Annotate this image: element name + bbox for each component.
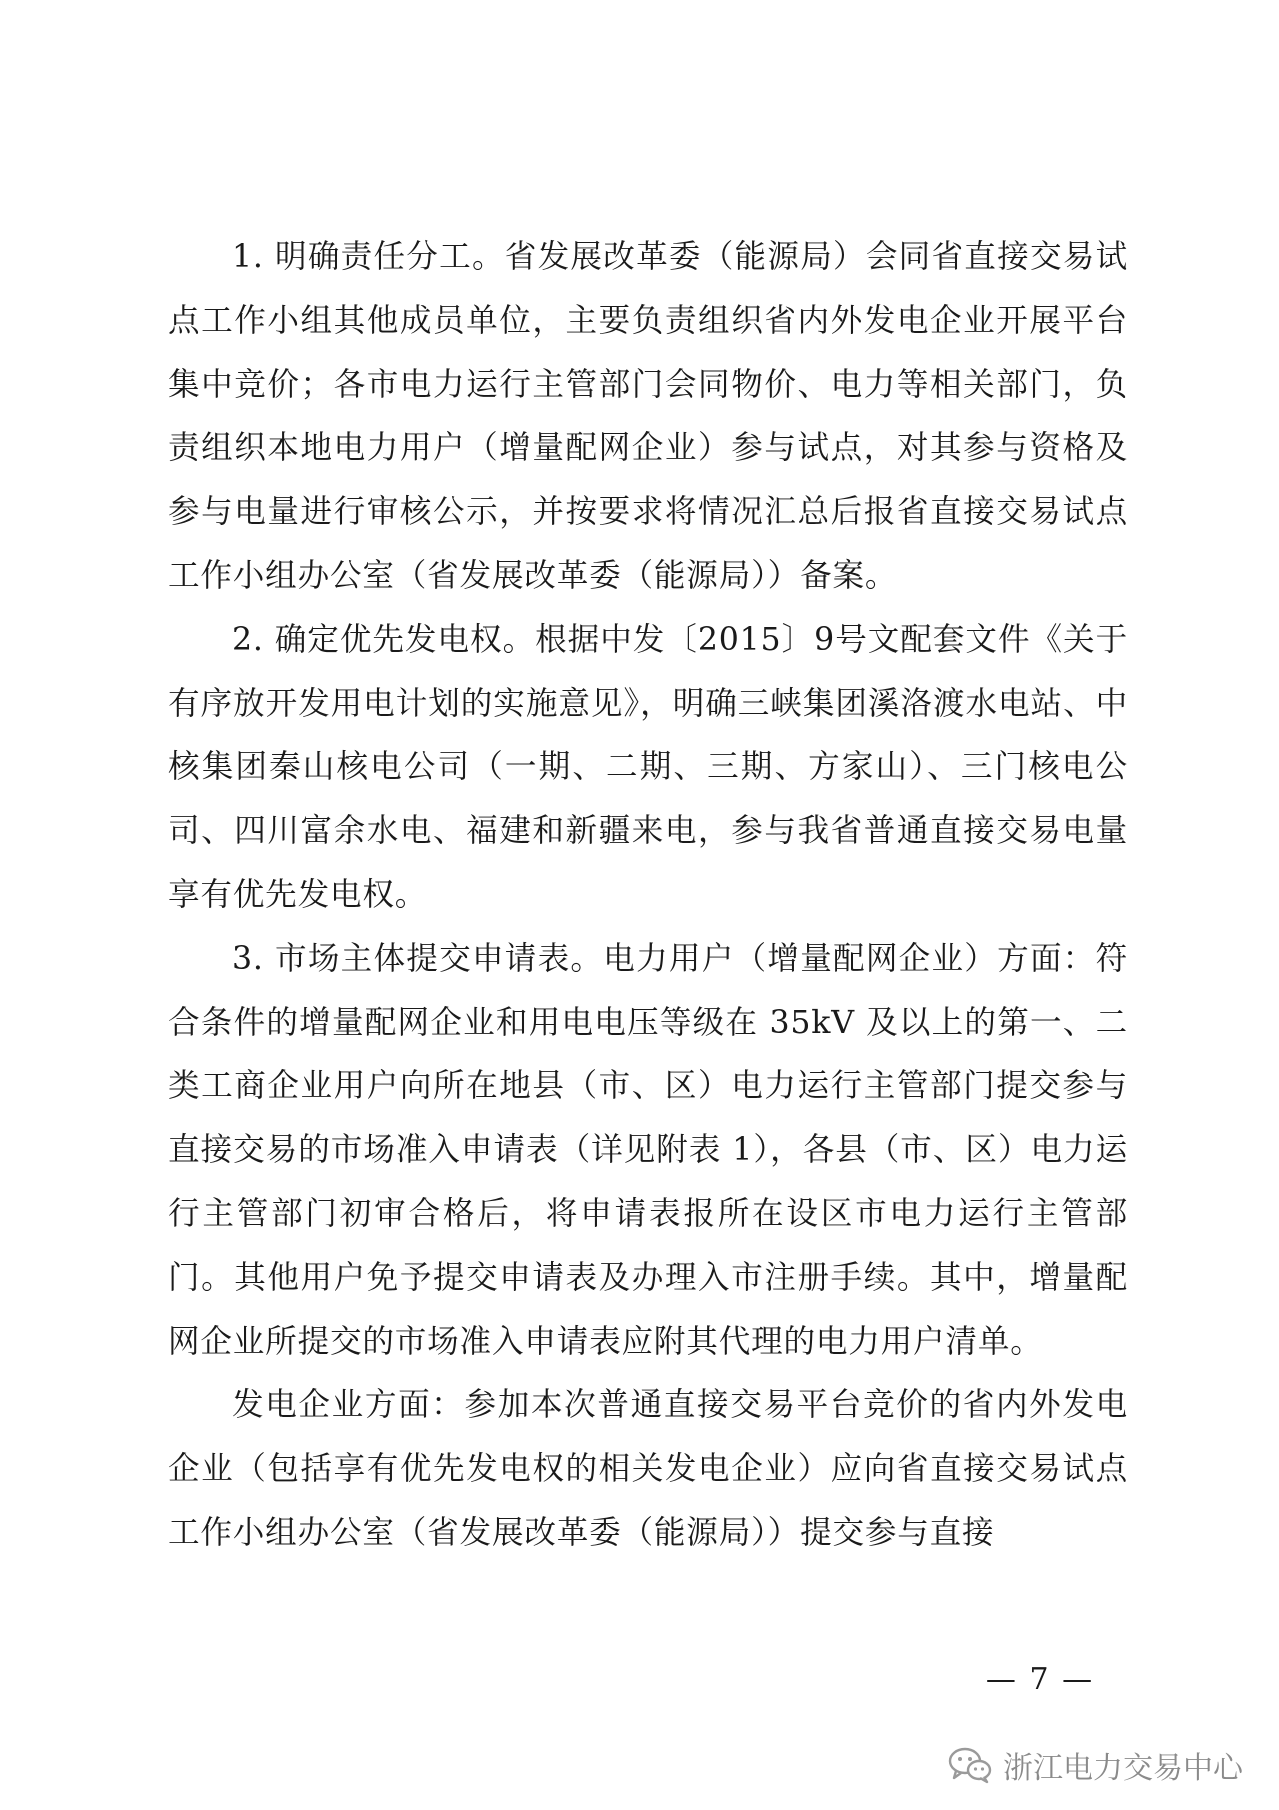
wechat-icon xyxy=(947,1745,993,1785)
paragraph-responsibility: 1. 明确责任分工。省发展改革委（能源局）会同省直接交易试点工作小组其他成员单位，主要负责组织省内外发电企业开展平台集中竞价；各市电力运行主管部门会同物价、电力等相关部门，负责组织本地电力用户（增量配网企业）参与试点，对其参与资格及参与电量进行审核公示，并按要求将情况汇总后报省直接交易试点工作小组办公室（省发展改革委（能源局））备案。 xyxy=(168,239,1128,594)
paragraph-application-form: 3. 市场主体提交申请表。电力用户（增量配网企业）方面：符合条件的增量配网企业和用电电压等级在 35kV 及以上的第一、二类工商企业用户向所在地县（市、区）电力运行主管部门提交参与直接交易的市场准入申请表（详见附表 1），各县（市、区）电力运行主管部门初审合格后，将申请表报所在设区市电力运行主管部门。其他用户免予提交申请表及办理入市注册手续。其中，增量配网企业所提交的市场准入申请表应附其代理的电力用户清单。 xyxy=(168,940,1128,1360)
watermark-text: 浙江电力交易中心 xyxy=(1003,1751,1243,1786)
paragraph-generation-enterprises: 发电企业方面：参加本次普通直接交易平台竞价的省内外发电企业（包括享有优先发电权的相关发电企业）应向省直接交易试点工作小组办公室（省发展改革委（能源局））提交参与直接 xyxy=(168,1387,1128,1551)
paragraph-priority-generation: 2. 确定优先发电权。根据中发〔2015〕9号文配套文件《关于有序放开发用电计划的实施意见》，明确三峡集团溪洛渡水电站、中核集团秦山核电公司（一期、二期、三期、方家山）、三门核电公司、四川富余水电、福建和新疆来电，参与我省普通直接交易电量享有优先发电权。 xyxy=(168,621,1128,913)
document-body xyxy=(168,226,1128,1566)
page-number: — 7 — xyxy=(985,1662,1095,1697)
watermark xyxy=(947,1742,1243,1788)
